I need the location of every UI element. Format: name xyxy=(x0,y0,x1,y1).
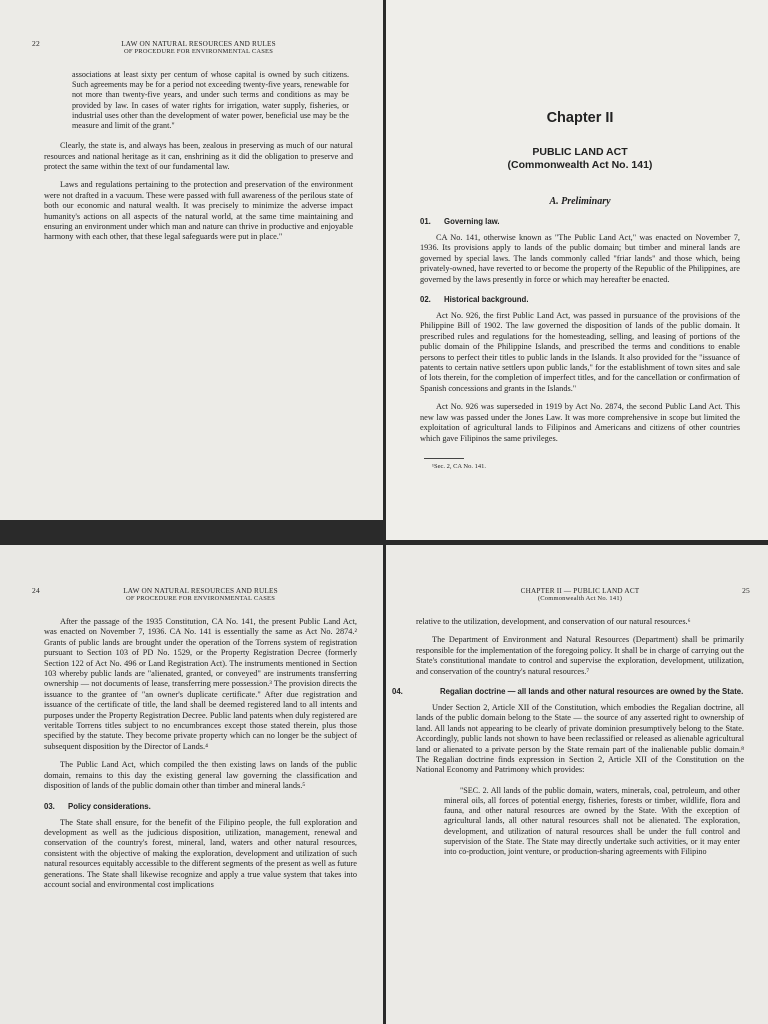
running-head-line-2: OF PROCEDURE FOR ENVIRONMENTAL CASES xyxy=(125,595,276,602)
section-title: Regalian doctrine — all lands and other natural resources are owned by the State. xyxy=(440,687,744,697)
footnote-rule xyxy=(424,458,464,459)
chapter-subtitle: (Commonwealth Act No. 141) xyxy=(507,159,653,171)
paragraph: relative to the utilization, development, and conservation of our natural resources.⁶ xyxy=(416,617,691,626)
quote-text: associations at least sixty per centum of whose capital is owned by such citizens. Such agreements may be for a period not exceeding twenty-five years, renewable for not more than twenty-five years, and under such terms and conditions as may be provided by law. In cases of water rights for irrigation, water supply, fisheries, or industrial uses other than the development of water power, beneficial use may be the measure and limit of the grant." xyxy=(72,70,349,131)
page-24 xyxy=(0,545,383,1024)
chapter-label: Chapter II xyxy=(546,110,614,126)
paragraph: CA No. 141, otherwise known as "The Public Land Act," was enacted on November 7, 1936. Its provisions apply to lands of the public domain; but timber and mineral lands are governed by special laws. The lands commonly called "friar lands" and those which, being privately-owned, have reverted to or become the property of the Republic of the Philippines, are governed by the laws presently in force or which may hereafter be enacted. xyxy=(420,233,740,284)
running-head-line-1: LAW ON NATURAL RESOURCES AND RULES xyxy=(123,587,278,595)
section-title: Historical background. xyxy=(444,295,529,305)
section-title: Governing law. xyxy=(444,217,500,226)
section-number: 03. xyxy=(44,801,55,811)
page-23 xyxy=(386,0,768,540)
page-25 xyxy=(386,545,768,1024)
running-head-line-1: CHAPTER II — PUBLIC LAND ACT xyxy=(520,587,640,595)
paragraph: After the passage of the 1935 Constitution, CA No. 141, the present Public Land Act, was enacted on November 7, 1936. CA No. 141 is essentially the same as Act No. 2874.² Grants of public lands are brought under the operation of the Torrens system of registration pursuant to Section 103 of PD No. 1529, or the Property Registration Decree (formerly Section 122 of Act No. 496 or Land Registration Act). The instruments mentioned in Section 103 whereby public lands are "alienated, granted, or conveyed" are instruments transferring ownership — not documents of lease, transferring mere possession.³ The provision directs the issuance to the grantee of "an owner's duplicate certificate." After due registration and issuance of the certificate of title, the land shall be deemed registered land to all intents and purposes under the Property Registration Decree. Public land patents when duly registered are veritable Torrens titles subject to no encumbrances except those stated therein, plus those specified by the statute. They become private property which can no longer be the subject of subsequent disposition by the Director of Lands.⁴ xyxy=(44,617,357,751)
part-heading: A. Preliminary xyxy=(549,196,611,207)
page-number: 25 xyxy=(742,586,750,595)
paragraph: Under Section 2, Article XII of the Constitution, which embodies the Regalian doctrine, all lands of the public domain belong to the State — the source of any asserted right to ownership of land. All lands not appearing to be clearly of private dominion presumptively belong to the State. Accordingly, public lands not shown to have been reclassified or released as alienable agricultural land or alienated to a private person by the State remain part of the inalienable public domain.⁸ The Regalian doctrine finds expression in Section 2, Article XII of the Constitution on the National Economy and Patrimony which provides: xyxy=(416,703,744,775)
section-number: 01. xyxy=(420,217,431,226)
page-number: 22 xyxy=(32,39,40,48)
paragraph: The Department of Environment and Natural Resources (Department) shall be primarily responsible for the implementation of the foregoing policy. It shall be in charge of carrying out the State's constitutional mandate to control and supervise the exploration, development, utilization, and conservation of the country's natural resources.⁷ xyxy=(416,635,744,676)
section-heading-04 xyxy=(392,687,744,697)
paragraph: Act No. 926 was superseded in 1919 by Act No. 2874, the second Public Land Act. This new law was passed under the Jones Law. It was more comprehensive in scope but limited the exploitation of agricultural lands to Filipinos and Americans and citizens of other countries which gave Filipinos the same privileges. xyxy=(420,402,740,443)
page-22 xyxy=(0,0,383,520)
running-head xyxy=(416,586,750,603)
paragraph: Laws and regulations pertaining to the protection and preservation of the environment were not drafted in a vacuum. These were passed with full awareness of the perilous state of both our economic and natural wealth. It was precisely to minimize the adverse impact humanity's actions on all aspects of the natural world, at the same time maintaining and ensuring an environment under which man and nature can thrive in productive and enjoyable harmony with each other, that these legal safeguards were put in place." xyxy=(44,180,353,242)
section-heading-02 xyxy=(420,295,740,305)
running-head-line-2: OF PROCEDURE FOR ENVIRONMENTAL CASES xyxy=(123,48,274,55)
page-number: 24 xyxy=(32,586,40,595)
footnote: ¹Sec. 2, CA No. 141. xyxy=(432,462,486,470)
running-head-line-1: LAW ON NATURAL RESOURCES AND RULES xyxy=(121,40,276,48)
running-head xyxy=(32,39,353,56)
block-quote xyxy=(72,70,349,131)
paragraph: The State shall ensure, for the benefit of the Filipino people, the full exploration and development as well as the judicious disposition, utilization, management, renewal and conservation of the country's forest, mineral, land, waters and other natural resources, consistent with the objective of making the exploration, development and utilization of such natural resources equitably accessible to the different segments of the present as well as future generations. The State shall likewise recognize and apply a true value system that takes into account social and environmental cost implications xyxy=(44,817,357,889)
paragraph: Act No. 926, the first Public Land Act, was passed in pursuance of the provisions of the Philippine Bill of 1902. The law governed the disposition of lands of the public domain. It prescribed rules and regulations for the homesteading, selling, and leasing of portions of the public domain of the Philippine Islands, and prescribed the terms and conditions to enable persons to perfect their titles to public lands in the Islands. It also provided for the "issuance of patents to certain native settlers upon public lands," for the establishment of town sites and sale of lots therein, for the completion of imperfect titles, and for the cancellation or confirmation of Spanish concessions and grants in the Islands." xyxy=(420,311,740,393)
paragraph: Clearly, the state is, and always has been, zealous in preserving as much of our natural resources and national heritage as it can, enshrining as it did the obligation to preserve and protect the same within the text of our fundamental law. xyxy=(44,141,353,172)
chapter-heading xyxy=(420,110,740,172)
section-number: 02. xyxy=(420,295,431,305)
section-heading-01 xyxy=(420,217,740,227)
section-number: 04. xyxy=(392,687,403,697)
chapter-title: PUBLIC LAND ACT xyxy=(532,146,628,158)
section-title: Policy considerations. xyxy=(68,801,151,811)
running-head-line-2: (Commonwealth Act No. 141) xyxy=(537,595,623,602)
quote-text: "SEC. 2. All lands of the public domain, waters, minerals, coal, petroleum, and other mineral oils, all forces of potential energy, fisheries, forests or timber, wildlife, flora and fauna, and other natural resources are owned by the State. With the exception of agricultural lands, all other natural resources shall not be alienated. The exploration, development, and utilization of natural resources shall be under the full control and supervision of the State. The State may directly undertake such activities, or it may enter into co-production, joint venture, or production-sharing agreements with Filipino xyxy=(444,785,740,857)
running-head xyxy=(32,586,357,603)
block-quote xyxy=(444,786,740,857)
paragraph: The Public Land Act, which compiled the then existing laws on lands of the public domain, remains to this day the existing general law governing the classification and disposition of lands of the public domain other than timber and mineral lands.⁵ xyxy=(44,760,357,791)
section-heading-03 xyxy=(44,802,357,812)
